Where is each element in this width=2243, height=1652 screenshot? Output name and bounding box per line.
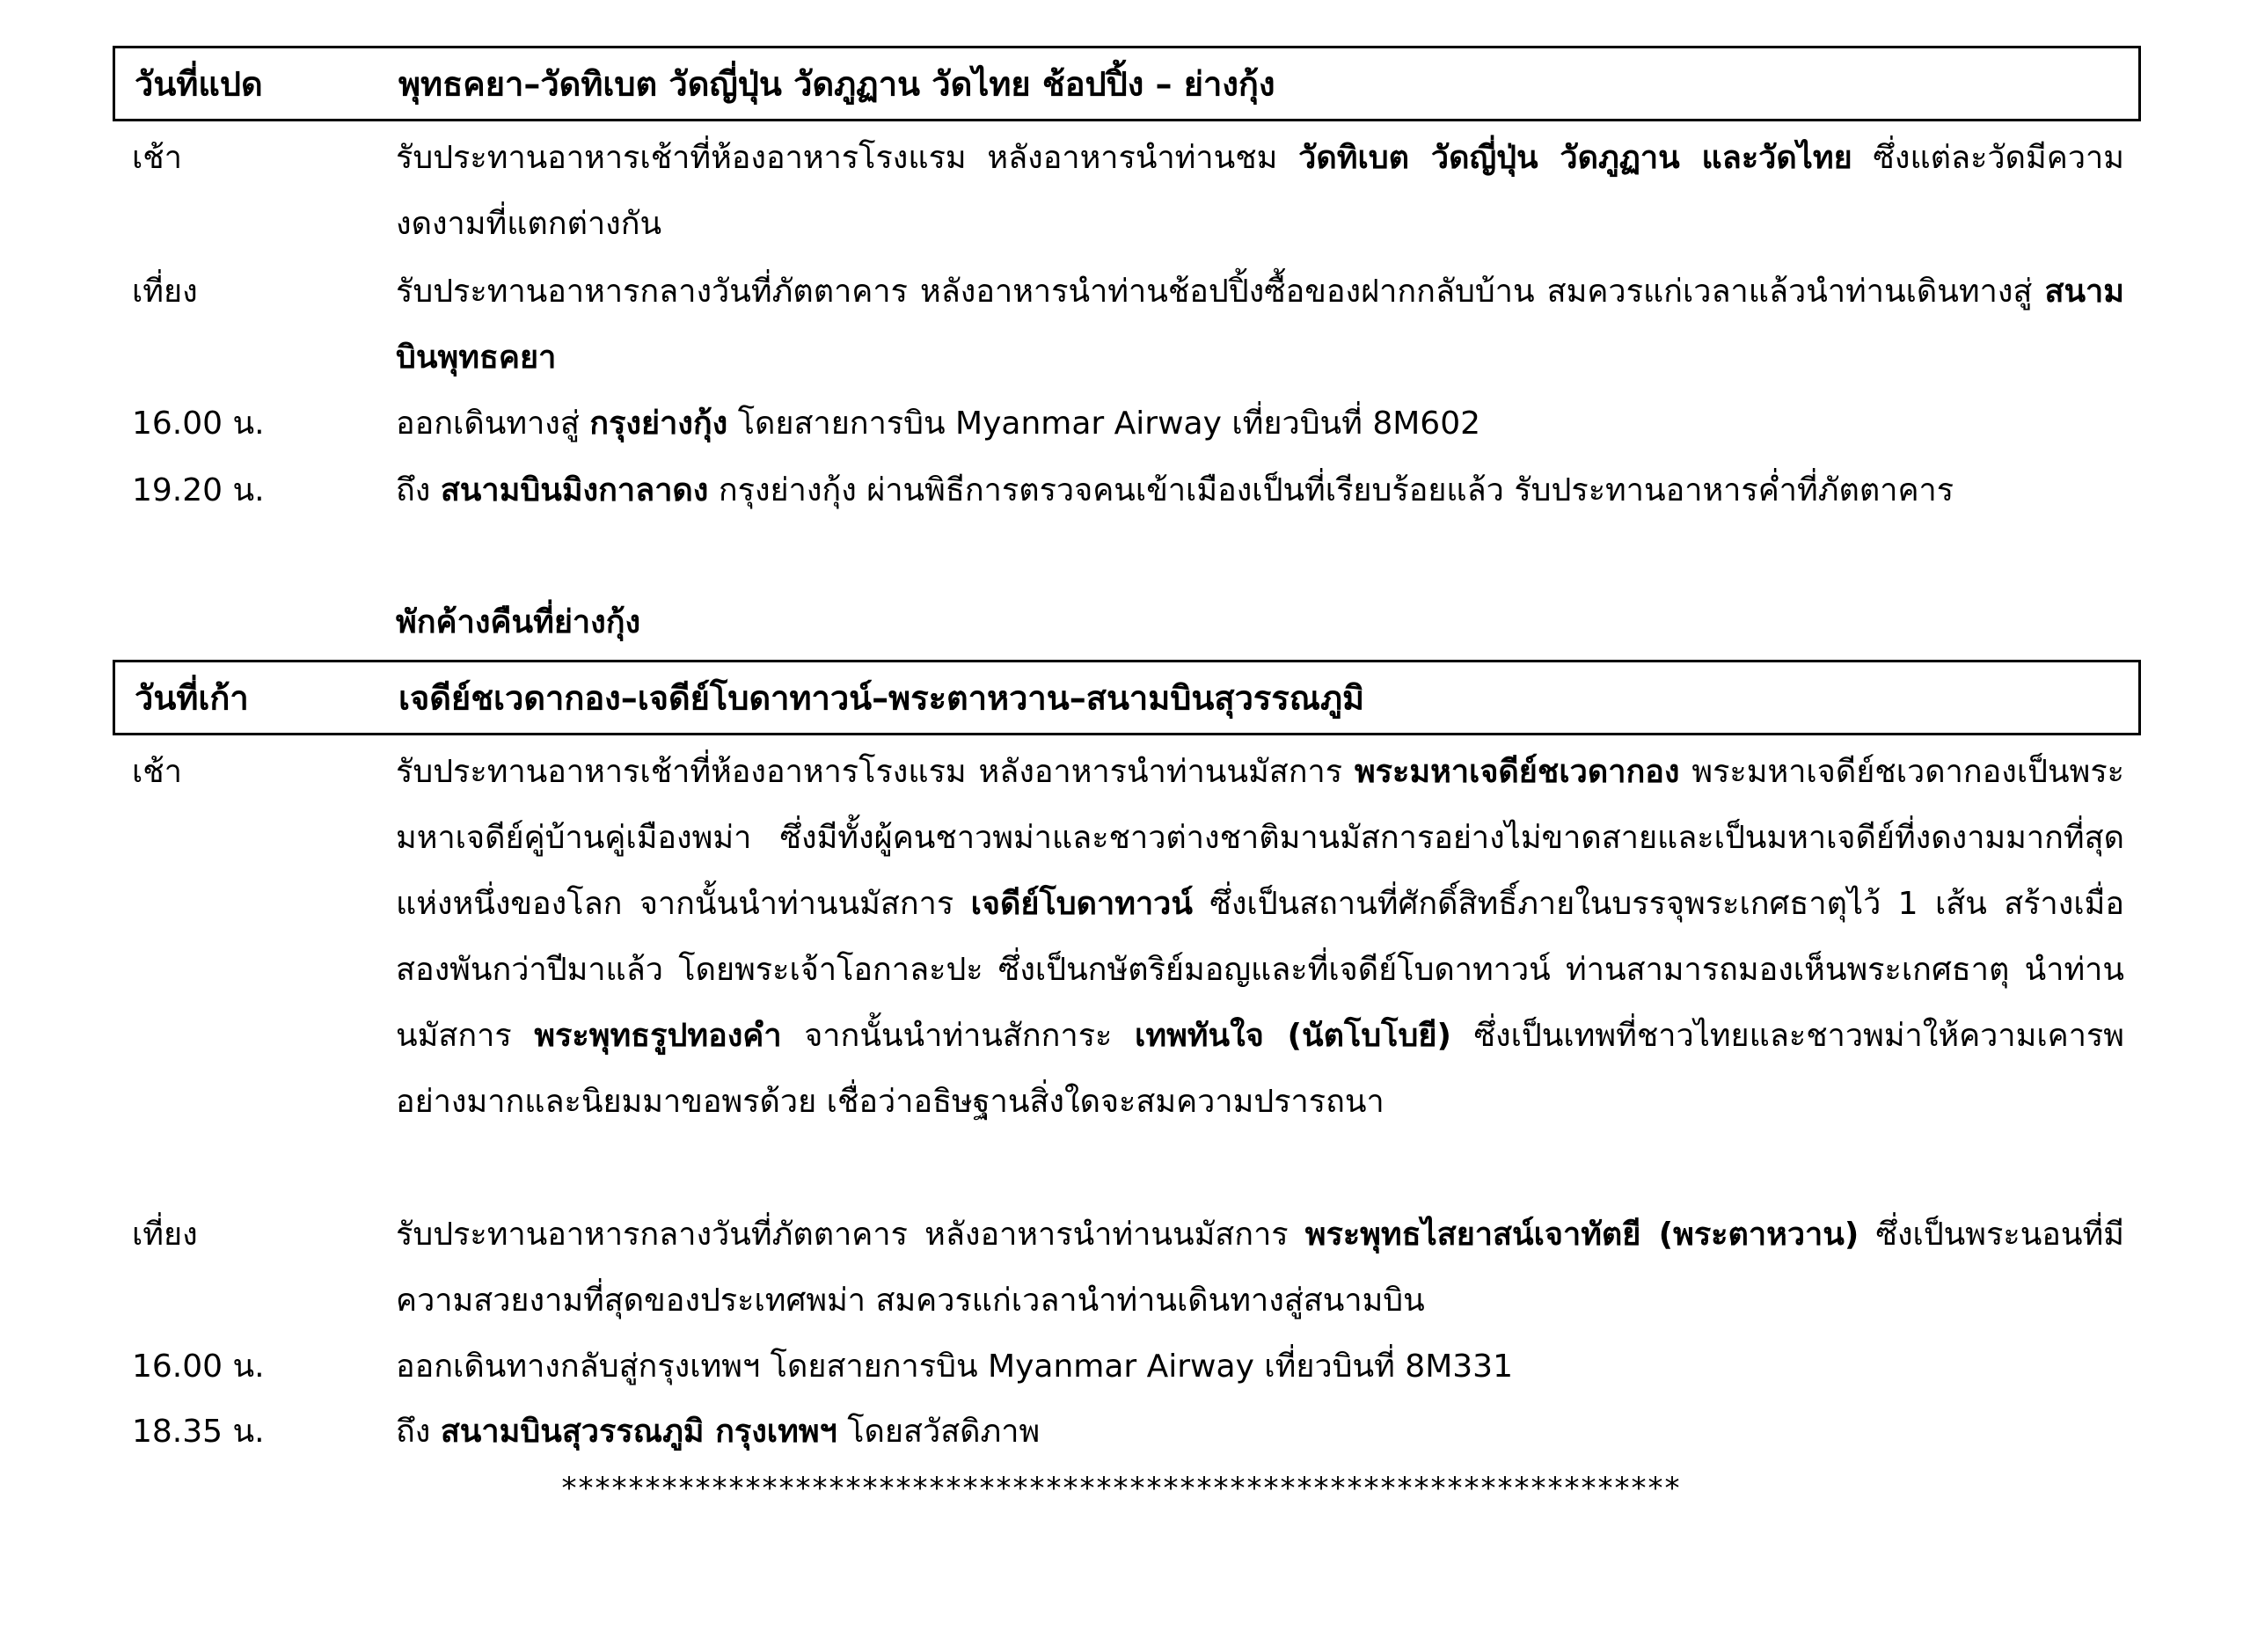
highlight-text: สนามบินพุทธคยา bbox=[396, 274, 2124, 376]
body-text: จากนั้นนำท่านสักการะ bbox=[781, 1018, 1136, 1054]
highlight-text: พระพุทธรูปทองคำ bbox=[534, 1018, 782, 1054]
schedule-text bbox=[396, 457, 2124, 523]
body-text: ซึ่งเป็นพระนอนที่มีความสวยงามที่สุดของประเทศพม่า สมควรแก่เวลานำท่านเดินทางสู่สนามบิน bbox=[396, 1217, 2124, 1319]
schedule-text bbox=[396, 1202, 2124, 1334]
schedule-text bbox=[396, 589, 2124, 655]
body-text: รับประทานอาหารเช้าที่ห้องอาหารโรงแรม หลังอาหารนำท่านชม bbox=[396, 140, 1299, 176]
body-text: กรุงย่างกุ้ง ผ่านพิธีการตรวจคนเข้าเมืองเป็นที่เรียบร้อยแล้ว รับประทานอาหารค่ำที่ภัตตาคาร bbox=[708, 472, 1954, 508]
schedule-text bbox=[396, 391, 2124, 457]
highlight-text: พระมหาเจดีย์ชเวดากอง bbox=[1354, 754, 1680, 790]
highlight-text: วัดทิเบต วัดญี่ปุ่น วัดภูฏาน และวัดไทย bbox=[1298, 140, 1852, 176]
schedule-text bbox=[396, 125, 2124, 257]
body-text: ซึ่งแต่ละวัดมีความงดงามที่แตกต่างกัน bbox=[396, 140, 2124, 242]
body-text: พระมหาเจดีย์ชเวดากองเป็นพระมหาเจดีย์คู่บ้านคู่เมืองพม่า ซึ่งมีทั้งผู้คนชาวพม่าและชาวต่างชาติมานมัสการอย่างไม่ขาดสายและเป็นมหาเจดีย์ที่งดงามมากที่สุดแห่งหนึ่งของโลก จากนั้นนำท่านนมัสการ bbox=[396, 754, 2125, 922]
schedule-time: เที่ยง bbox=[132, 1217, 198, 1253]
highlight-text: สนามบินสุวรรณภูมิ กรุงเทพฯ bbox=[440, 1414, 837, 1450]
schedule-text bbox=[396, 1399, 2124, 1465]
schedule-time: 19.20 น. bbox=[132, 472, 265, 508]
body-text: รับประทานอาหารกลางวันที่ภัตตาคาร หลังอาหารนำท่านช้อปปิ้งซื้อของฝากกลับบ้าน สมควรแก่เวลาแล้วนำท่านเดินทางสู่ bbox=[396, 274, 2045, 310]
end-of-itinerary-divider: ******************************************************************* bbox=[561, 1471, 1682, 1506]
body-text: โดยสายการบิน Myanmar Airway เที่ยวบินที่ 8M602 bbox=[727, 406, 1481, 442]
body-text: ถึง bbox=[396, 472, 441, 508]
highlight-text: พระพุทธไสยาสน์เจาทัตยี (พระตาหวาน) bbox=[1304, 1217, 1859, 1253]
body-text: รับประทานอาหารกลางวันที่ภัตตาคาร หลังอาหารนำท่านนมัสการ bbox=[396, 1217, 1305, 1253]
day-label: วันที่แปด bbox=[135, 64, 263, 104]
schedule-text bbox=[396, 739, 2124, 1135]
day-label: วันที่เก้า bbox=[135, 678, 249, 718]
day-route: เจดีย์ชเวดากอง–เจดีย์โบดาทาวน์–พระตาหวาน–สนามบินสุวรรณภูมิ bbox=[398, 678, 1365, 718]
highlight-text: เทพทันใจ (นัตโบโบยี) bbox=[1135, 1018, 1451, 1054]
schedule-time: เที่ยง bbox=[132, 274, 198, 310]
day-header-8 bbox=[113, 46, 2141, 121]
body-text: ซึ่งเป็นเทพที่ชาวไทยและชาวพม่าให้ความเคารพอย่างมากและนิยมมาขอพรด้วย เชื่อว่าอธิษฐานสิ่งใดจะสมความปรารถนา bbox=[396, 1018, 2124, 1120]
body-text: ซึ่งเป็นสถานที่ศักดิ์สิทธิ์ภายในบรรจุพระเกศธาตุไว้ 1 เส้น สร้างเมื่อสองพันกว่าปีมาแล้ว โดยพระเจ้าโอกาละปะ ซึ่งเป็นกษัตริย์มอญและที่เจดีย์โบดาทาวน์ ท่านสามารถมองเห็นพระเกศธาตุ นำท่านนมัสการ bbox=[396, 886, 2124, 1054]
day-header-9 bbox=[113, 660, 2141, 735]
body-text: ออกเดินทางสู่ bbox=[396, 406, 590, 442]
body-text: ถึง bbox=[396, 1414, 441, 1450]
body-text: โดยสวัสดิภาพ bbox=[837, 1414, 1041, 1450]
body-text: ออกเดินทางกลับสู่กรุงเทพฯ โดยสายการบิน Myanmar Airway เที่ยวบินที่ 8M331 bbox=[396, 1349, 1513, 1385]
highlight-text: เจดีย์โบดาทาวน์ bbox=[970, 886, 1193, 922]
schedule-text bbox=[396, 1334, 2124, 1400]
highlight-text: สนามบินมิงกาลาดง bbox=[440, 472, 709, 508]
body-text: รับประทานอาหารเช้าที่ห้องอาหารโรงแรม หลังอาหารนำท่านนมัสการ bbox=[396, 754, 1355, 790]
day-route: พุทธคยา–วัดทิเบต วัดญี่ปุ่น วัดภูฏาน วัดไทย ช้อปปิ้ง – ย่างกุ้ง bbox=[398, 64, 1275, 104]
schedule-time: 16.00 น. bbox=[132, 1349, 265, 1385]
schedule-time: 16.00 น. bbox=[132, 406, 265, 442]
highlight-text: กรุงย่างกุ้ง bbox=[589, 406, 728, 442]
schedule-time: เช้า bbox=[132, 754, 182, 790]
highlight-text: พักค้างคืนที่ย่างกุ้ง bbox=[396, 604, 641, 640]
schedule-text bbox=[396, 259, 2124, 391]
schedule-time: 18.35 น. bbox=[132, 1414, 265, 1450]
schedule-time: เช้า bbox=[132, 140, 182, 176]
